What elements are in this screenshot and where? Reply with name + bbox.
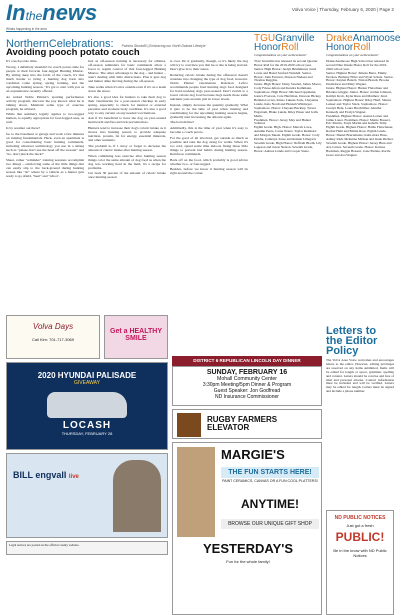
drake-title: DrakeAnamoose HonorRoll — [326, 33, 401, 53]
article-col-1: It's couch potato time. Wrong. I definitely shouldn't be couch potato time for people or their favorite four-legged Hunting Mustac. By sitting deep into the folds of the couch, it's that much harder to bring a hunting dog back into condition come spring, spring training, and the upcoming hunting season. "It's got to start with you as an acquaintance recently offered. As retired Noble Painter's spotting performance activity program, discover the pay known what he is talking about. Maintain some type of exercise program, he advised. While that seminary legally applies to two-legged hunters, is equally appropriate for four-legged ones, as well. Is by weather out there? Go to the basement or garage and work a few minutes on training fundamentals. Heck, even an apartment is good for consolidating basic hunting commands, including whatever terminology you use in a sitting such as "please don't use the head off the sweater" and "no, don't pluck the duck!" Sheet, rather "reminder" training sessions accomplish two things – reinforcing some of the little things that can easily slip to the back-ground during hunting season like "sit" where by a vehicle as a hunter gets ready to go afield, "heel" and "whoa". — [6, 59, 84, 178]
byline: Patricia Stockdill | Embracing our North Dakota Lifestyle — [121, 44, 206, 48]
car-illustration — [47, 392, 127, 418]
hyundai-ad[interactable]: 2020 HYUNDAI PALISADE GIVEAWAY LOCASH THURSDAY, FEBRUARY 28 — [6, 362, 168, 450]
elevator-logo — [177, 413, 201, 437]
masthead — [6, 0, 394, 31]
masthead-rule — [6, 31, 394, 32]
nd-public-notices-ad[interactable]: ND PUBLIC NOTICES Just got a fresh PUBLIC! Be in the know with ND Public Notices — [326, 510, 394, 615]
drake-body: Drake/Anamoose High School has released its second Nine Weeks Honor Roll for the 2019-2020 school year. Senior. Highest Honor: Jimena Barta, Emmy Docken, Bethany Filler and Wyatt Schatz. Senior. Honor: Kaylen Baisch, Tristan Brandt, Brooke Dachtdorst and Riley Wagner. Junior. Highest Honor: Hunter Fleischaur and Brianna Griggle. Junior. Honor: Jordan Johnson, Kaitlyn Krob, Kyler Russ and Matthew Jand. Sophomore. Highest Honor: Riley Hanf, Shawn Lenner and Taylor Slack. Sophomore. Honor: Jacelyn Bent, Laura Brechtliber, Jennifer Kennedy and Evelyn Wagner. Freshmen. Highest Honor: Austen Lerner and Jamie Loner. Freshmen. Honor: Mattie Bossert, Eric Martin, Taryn Martin and Isabella Tully. Eighth Grade. Highest Honor: Hallie Fleischauer, Rachel Hehl and Emma Ross. Eighth Grade. Honor: Daniel Brucamente, Kaiti-mara Haas, Ashley Irish, Mckenna Mickan and Izaak Richter. Seventh Grade. Highest Honor: Jersey Huss and Ava Cartez. Seventh Grade. Honor: Karissa Backman, Reggie Bossert, Josie Elenna, Rocile Greer and Ava Wagner. — [326, 58, 394, 157]
performer-photo — [113, 460, 161, 532]
healthy-smile-ad[interactable]: Get a HEALTHY SMILE — [104, 315, 168, 359]
northern-section-header: NorthernCelebrations: Patricia Stockdill | Embracing our North Dakota Lifestyle — [6, 38, 206, 50]
margies-ad[interactable]: MARGIE'S THE FUN STARTS HERE! PAINT CERAMICS, CANVAS OR A FUN COOL PLATTERS! ANYTIME! BROWSE OUR UNIQUE GIFT SHOP YESTERDAY'S Fun for the whole family! — [172, 442, 322, 615]
bill-engvall-ad[interactable]: BILL engvall live — [6, 453, 168, 538]
letters-body: The Volva Area Voice welcomes and encourages letters to the editor. However, editing privileges are reserved on any items submitted. Items will be edited for length or space, grammar, spelling and content. Letters should be concise and free of libel and personal attacks. Contact information must be included and will be verified. Letters may be edited for length. Letters must be signed and include a phone number. — [326, 358, 394, 394]
granville-body: TGU Granville has released its second Quarter Honor Roll for the 2019-2020 school year. Senior. High Honor: Jaelyn Brummund, Jared Lewis and Hazel Sanford Wendell. Senior. Honor: John Everson, Dawson Nielsen and Thomas Reggins. Junior. High Honor: Daisy Stoebel, James Moore, Cody Friese-Isfran and Kendra Kathmann. Sophomore. High Honor: Michael Lippmann, Jessica Everson, Cole Harriman, Dawson Hickey, Belinda Lovres, Kinzo Lukens Sack, Cheyanna Lunde, Kala Nordi and Hannah Wittmeyer. Sophomore. Honor: Cheyans Buckley, Trever Engstrom, Blake Lunde, Riley Pisser and Jevik Mella. Freshmen, Honor: Jersey May and Hunter Sollund. Eighth Grade. High. Honor: Marrah Lowe, Autumn Peers, Carter Peters, Taylor Reinhard and Morgan Takala. Eighth Grade. Honor: Cody Doblie, Cameryn Jones and Roman Lillegard. Seventh Grade, High Honor: Neffrath Blodh, Lily Lageson and Jaxon Nelson. Seventh Grade, Honor: Aubree Lunde and Cooper Stenz. — [254, 58, 322, 153]
article-col-2: Just as off-season training is necessary for athletes, off-season reminders for basic commands allow a boost to regain control of that four-legged Hunting Mustac. The other advantage is the dog – and hunter – aren't dealing with little distractions. Plus it gets dog and hunter alike moving during the off-season. Take walks when it's nice outside even if it's on a leash down the street. It's also a good idea for hunters to take their dog to their veterinarian for a post-season checkup in early spring, especially to check for internal or external parasites and evaluate body condition. It's also a good way to stay current on any needed vaccinations. Ask if it's beneficial to have the dog on year-around heartworm and flea and tick preventatives. Hunters tend to increase their dog's caloric intake as it moves into hunting season to provide adequate nutrition, protein, fat for energy, essential minerals, and other nutrients. The problem is, if I cutoy or forget to decrease the amount of caloric intake after hunting season. When combining less exercise after hunting season things color the same amount of dog food as when the dog was working hard in the field, it's a recipe for problems. Cut back 30 percent of the amount of caloric intake once hunting season — [88, 59, 166, 180]
letters-policy — [326, 326, 394, 508]
republican-dinner-ad[interactable]: SUNDAY, FEBRUARY 16 Mohall Community Center 3:30pm Meeting/5pm Dinner & Program Guest Speaker: Jon Godfread ND Insurance Commissioner — [172, 366, 322, 406]
republican-banner: DISTRICT 6 REPUBLICAN LINCOLN DAY DINNER — [172, 356, 322, 366]
granville-congrats: Congratulations on your achievement! — [254, 53, 307, 57]
issue-info: Volva Voice | Thursday, February 6, 2020 | Page 2 — [291, 7, 394, 12]
masthead-tagline: Whats happening in the area — [6, 27, 47, 31]
masthead-logo: Inthenews — [6, 0, 98, 25]
legal-notice-strip: Legal notices are posted on the official county website. — [6, 541, 168, 555]
rugby-elevator-ad[interactable]: RUGBY FARMERS ELEVATOR — [172, 409, 322, 439]
drake-honor-roll — [326, 33, 401, 324]
granville-honor-roll — [254, 34, 322, 356]
granville-title: TGUGranville HonorRoll — [254, 33, 315, 53]
volva-days-ad[interactable]: Volva Days Call Kim: 701-717-3069 — [6, 315, 100, 359]
drake-congrats: Congratulations on your achievement! — [326, 53, 379, 57]
letters-title: Letters to the Editor Policy — [326, 325, 378, 357]
article-col-3: is over. Do it gradually, though, or it's likely the dog will try to convince you that he or she is being starved. Don't give in to their stares. Reducing caloric intake during the offseason doesn't translate into changing the type of dog food, however. Noble Painter veterinarian Rafelson Leftco recommends people feed hunting dogs food designed for hard-working dogs year-around. Don't switch to a lower calorie dog food because dogs needs those same nutrients year-around, just in lower levels. Instead, simply decrease the quantity gradually. What it gets to be the time of year when training and conditioning for the upcoming hunting season begins, gradually start increasing the amount again. The bottom line? Admittedly, this is the time of year when it's easy to become a couch potato. For the good of all involved, get outside as much as possible and take the dog along for walks. When it's too cold, spend some time indoors fixing those little things to prevent bad habits during hunting season. Reinforce commands. Back off on the food, which probably is good advice whether two- or four-legged. Besides, before we know it hunting season will be right around the corner. — [170, 59, 248, 176]
drink-photo — [177, 447, 215, 537]
article-headline: Avoiding pooch potato couch — [6, 47, 140, 58]
